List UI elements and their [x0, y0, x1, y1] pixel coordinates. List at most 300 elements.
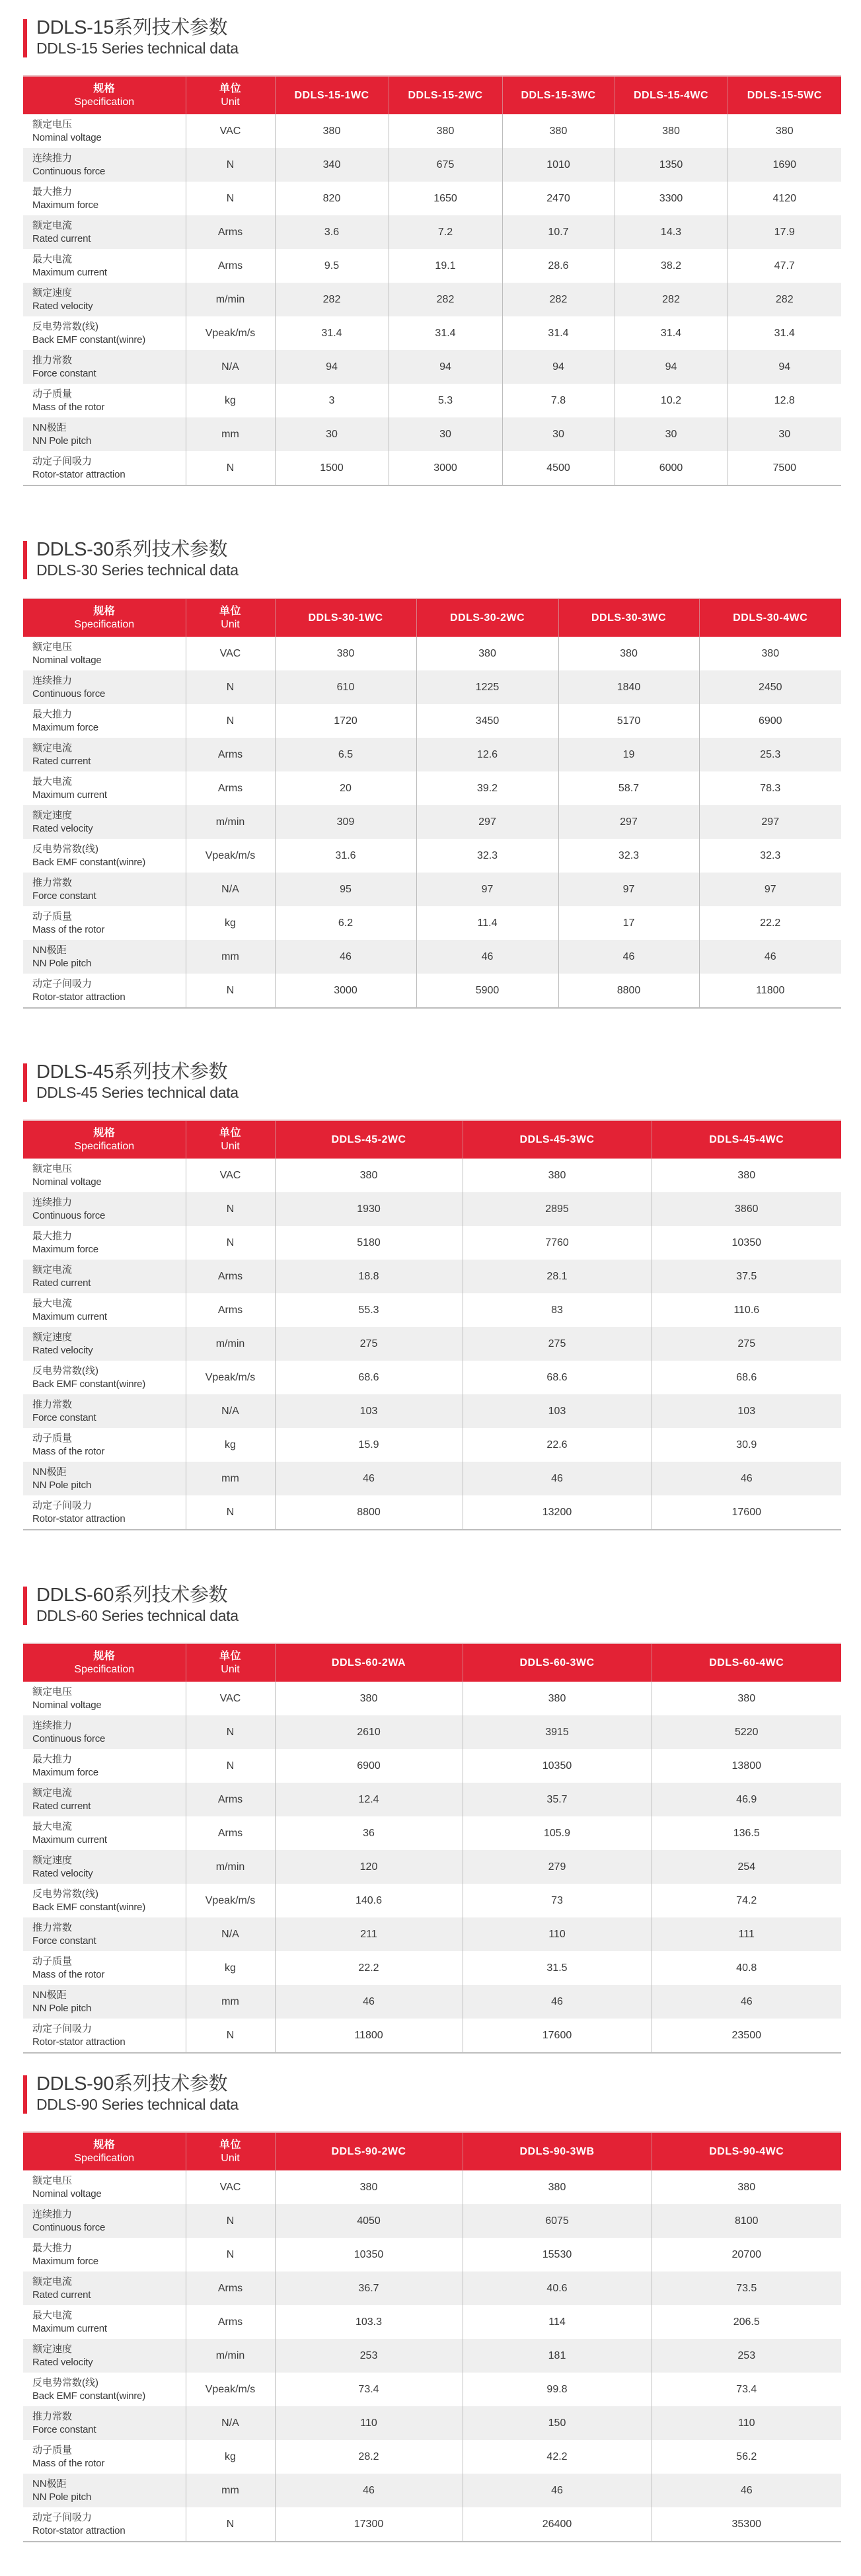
unit-cell: N	[186, 451, 275, 485]
param-cell	[23, 1715, 186, 1749]
param-cell	[23, 974, 186, 1008]
unit-cell: N	[186, 182, 275, 215]
param-name-en: Maximum current	[32, 2322, 107, 2334]
value-cell: 1840	[558, 670, 699, 704]
param-name-cn: 连续推力	[32, 674, 73, 686]
unit-cell: m/min	[186, 1850, 275, 1884]
unit-cell: VAC	[186, 114, 275, 148]
value-cell: 110.6	[652, 1293, 841, 1327]
param-cell	[23, 2305, 186, 2339]
value-cell: 4120	[728, 182, 841, 215]
param-cell	[23, 2204, 186, 2238]
param-cell	[23, 1816, 186, 1850]
value-cell: 110	[652, 2406, 841, 2440]
value-cell: 46	[275, 940, 416, 974]
value-cell: 73.4	[652, 2373, 841, 2406]
spec-section-ddls-45	[23, 1061, 841, 1524]
unit-cell: Arms	[186, 1816, 275, 1850]
param-cell	[23, 1884, 186, 1917]
param-cell	[23, 1159, 186, 1192]
value-cell: 42.2	[463, 2440, 652, 2474]
param-name-cn: 反电势常数(线)	[32, 1365, 98, 1377]
table-header-row	[23, 598, 841, 637]
accent-bar	[23, 541, 27, 579]
table-header-row	[23, 2132, 841, 2170]
value-cell: 11800	[699, 974, 841, 1008]
param-name-en: Rated current	[32, 1277, 91, 1289]
value-cell: 380	[463, 1159, 652, 1192]
unit-cell: Arms	[186, 249, 275, 283]
table-row-rated-velocity	[23, 805, 841, 839]
param-cell	[23, 1260, 186, 1293]
param-cell	[23, 704, 186, 738]
unit-cell: VAC	[186, 2170, 275, 2204]
value-cell: 6.5	[275, 738, 416, 771]
value-cell: 380	[463, 2170, 652, 2204]
table-row-force-constant	[23, 1394, 841, 1428]
value-cell: 10.7	[502, 215, 615, 249]
param-cell	[23, 350, 186, 384]
param-name-cn: 动定子间吸力	[32, 2511, 93, 2523]
value-cell: 5900	[416, 974, 558, 1008]
param-name-en: Rotor-stator attraction	[32, 991, 126, 1003]
param-name-en: Rated velocity	[32, 1867, 93, 1879]
param-name-en: Maximum force	[32, 1243, 98, 1255]
table-row-maximum-current	[23, 1816, 841, 1850]
unit-cell: kg	[186, 906, 275, 940]
param-name-en: Continuous force	[32, 2221, 106, 2233]
table-row-rated-current	[23, 738, 841, 771]
value-cell: 25.3	[699, 738, 841, 771]
header-model-ddls-45-4wc: DDLS-45-4WC	[652, 1120, 841, 1159]
value-cell: 78.3	[699, 771, 841, 805]
unit-cell: N	[186, 1226, 275, 1260]
value-cell: 15530	[463, 2238, 652, 2272]
section-title	[23, 1587, 841, 1625]
param-cell	[23, 1293, 186, 1327]
value-cell: 8800	[275, 1495, 463, 1530]
param-cell	[23, 2019, 186, 2053]
param-name-en: Back EMF constant(winre)	[32, 856, 146, 868]
value-cell: 30.9	[652, 1428, 841, 1462]
param-name-cn: 额定速度	[32, 809, 73, 821]
param-name-en: NN Pole pitch	[32, 1479, 92, 1491]
param-name-cn: 推力常数	[32, 877, 73, 888]
param-cell	[23, 249, 186, 283]
value-cell: 46	[275, 1462, 463, 1495]
value-cell: 211	[275, 1917, 463, 1951]
unit-cell: Arms	[186, 738, 275, 771]
section-title-en: DDLS-90 Series technical data	[36, 2096, 239, 2113]
param-name-cn: 最大推力	[32, 1753, 73, 1765]
param-cell	[23, 114, 186, 148]
param-cell	[23, 771, 186, 805]
param-name-en: Continuous force	[32, 688, 106, 699]
value-cell: 31.4	[502, 316, 615, 350]
value-cell: 2610	[275, 1715, 463, 1749]
value-cell: 46.9	[652, 1783, 841, 1816]
table-row-rated-velocity	[23, 1850, 841, 1884]
param-name-en: Rated current	[32, 755, 91, 767]
unit-cell: Arms	[186, 215, 275, 249]
section-title-cn: DDLS-30系列技术参数	[36, 539, 228, 560]
table-row-nominal-voltage	[23, 637, 841, 670]
param-cell	[23, 1951, 186, 1985]
value-cell: 13200	[463, 1495, 652, 1530]
table-header-row	[23, 76, 841, 114]
unit-cell: mm	[186, 417, 275, 451]
value-cell: 10350	[652, 1226, 841, 1260]
param-cell	[23, 2238, 186, 2272]
value-cell: 6.2	[275, 906, 416, 940]
table-row-force-constant	[23, 873, 841, 906]
value-cell: 3450	[416, 704, 558, 738]
param-name-en: Rotor-stator attraction	[32, 2524, 126, 2536]
value-cell: 282	[275, 283, 389, 316]
value-cell: 83	[463, 1293, 652, 1327]
value-cell: 5.3	[389, 384, 502, 417]
param-name-en: Force constant	[32, 1935, 96, 1947]
value-cell: 38.2	[615, 249, 728, 283]
value-cell: 11.4	[416, 906, 558, 940]
value-cell: 31.4	[728, 316, 841, 350]
param-name-en: Back EMF constant(winre)	[32, 334, 146, 345]
value-cell: 11800	[275, 2019, 463, 2053]
value-cell: 37.5	[652, 1260, 841, 1293]
param-name-cn: 动定子间吸力	[32, 455, 93, 467]
unit-cell: N	[186, 1715, 275, 1749]
value-cell: 380	[275, 1159, 463, 1192]
value-cell: 32.3	[558, 839, 699, 873]
unit-cell: kg	[186, 1428, 275, 1462]
param-name-cn: NN极距	[32, 2478, 67, 2489]
param-cell	[23, 940, 186, 974]
table-row-back-emf-constant-winre-	[23, 1361, 841, 1394]
param-name-cn: 额定速度	[32, 2343, 73, 2355]
value-cell: 46	[463, 1985, 652, 2019]
param-name-en: Rated current	[32, 1800, 91, 1812]
header-unit-en: Unit	[221, 1663, 240, 1675]
section-title	[23, 2075, 841, 2114]
header-unit-cn: 单位	[219, 605, 241, 617]
value-cell: 46	[275, 1985, 463, 2019]
param-name-en: Maximum current	[32, 789, 107, 801]
param-cell	[23, 1428, 186, 1462]
section-title	[23, 541, 841, 579]
value-cell: 3	[275, 384, 389, 417]
table-row-nominal-voltage	[23, 114, 841, 148]
unit-cell: Arms	[186, 771, 275, 805]
value-cell: 97	[558, 873, 699, 906]
value-cell: 39.2	[416, 771, 558, 805]
param-name-en: Nominal voltage	[32, 1699, 102, 1711]
param-cell	[23, 839, 186, 873]
value-cell: 68.6	[275, 1361, 463, 1394]
value-cell: 279	[463, 1850, 652, 1884]
param-cell	[23, 906, 186, 940]
table-row-maximum-current	[23, 2305, 841, 2339]
param-name-en: Maximum force	[32, 1766, 98, 1778]
value-cell: 35.7	[463, 1783, 652, 1816]
value-cell: 99.8	[463, 2373, 652, 2406]
value-cell: 3000	[389, 451, 502, 485]
param-cell	[23, 1394, 186, 1428]
param-name-en: Force constant	[32, 890, 96, 902]
value-cell: 18.8	[275, 1260, 463, 1293]
param-name-cn: 额定电流	[32, 2275, 73, 2287]
value-cell: 12.4	[275, 1783, 463, 1816]
value-cell: 120	[275, 1850, 463, 1884]
param-cell	[23, 316, 186, 350]
header-model-ddls-45-3wc: DDLS-45-3WC	[463, 1120, 652, 1159]
value-cell: 31.4	[615, 316, 728, 350]
param-name-cn: 推力常数	[32, 354, 73, 366]
param-name-cn: 推力常数	[32, 2410, 73, 2422]
param-name-en: Rated current	[32, 233, 91, 244]
value-cell: 35300	[652, 2507, 841, 2542]
param-cell	[23, 1327, 186, 1361]
header-model-ddls-60-3wc: DDLS-60-3WC	[463, 1643, 652, 1682]
header-unit	[186, 1643, 275, 1682]
table-row-rated-velocity	[23, 283, 841, 316]
unit-cell: Arms	[186, 1260, 275, 1293]
value-cell: 28.6	[502, 249, 615, 283]
value-cell: 17600	[463, 2019, 652, 2053]
table-row-nn-pole-pitch	[23, 1462, 841, 1495]
value-cell: 19	[558, 738, 699, 771]
param-cell	[23, 1783, 186, 1816]
param-name-en: Nominal voltage	[32, 131, 102, 143]
param-name-en: Rotor-stator attraction	[32, 1513, 126, 1524]
table-row-continuous-force	[23, 2204, 841, 2238]
param-cell	[23, 283, 186, 316]
param-cell	[23, 2440, 186, 2474]
section-title-cn: DDLS-45系列技术参数	[36, 1061, 228, 1083]
value-cell: 1010	[502, 148, 615, 182]
value-cell: 275	[275, 1327, 463, 1361]
unit-cell: Arms	[186, 2272, 275, 2305]
value-cell: 7.8	[502, 384, 615, 417]
header-unit-en: Unit	[221, 1140, 240, 1152]
unit-cell: mm	[186, 1985, 275, 2019]
param-name-cn: 推力常数	[32, 1398, 73, 1410]
value-cell: 40.8	[652, 1951, 841, 1985]
header-model-ddls-30-1wc: DDLS-30-1WC	[275, 598, 416, 637]
header-model-ddls-30-4wc: DDLS-30-4WC	[699, 598, 841, 637]
table-row-force-constant	[23, 350, 841, 384]
param-name-cn: 最大电流	[32, 253, 73, 265]
value-cell: 31.6	[275, 839, 416, 873]
value-cell: 31.4	[275, 316, 389, 350]
unit-cell: VAC	[186, 1682, 275, 1715]
param-cell	[23, 451, 186, 485]
value-cell: 1350	[615, 148, 728, 182]
value-cell: 380	[615, 114, 728, 148]
value-cell: 12.8	[728, 384, 841, 417]
value-cell: 150	[463, 2406, 652, 2440]
param-cell	[23, 1495, 186, 1530]
table-row-rated-current	[23, 1783, 841, 1816]
value-cell: 380	[389, 114, 502, 148]
param-name-en: Mass of the rotor	[32, 401, 105, 413]
param-name-cn: 最大电流	[32, 775, 73, 787]
table-row-continuous-force	[23, 1715, 841, 1749]
table-row-maximum-force	[23, 1226, 841, 1260]
value-cell: 46	[558, 940, 699, 974]
value-cell: 610	[275, 670, 416, 704]
value-cell: 10350	[463, 1749, 652, 1783]
value-cell: 340	[275, 148, 389, 182]
param-name-en: Force constant	[32, 1412, 96, 1423]
unit-cell: m/min	[186, 1327, 275, 1361]
value-cell: 181	[463, 2339, 652, 2373]
table-row-rated-current	[23, 1260, 841, 1293]
header-specification	[23, 1120, 186, 1159]
table-header-row	[23, 1120, 841, 1159]
section-title-cn: DDLS-60系列技术参数	[36, 1585, 228, 1606]
param-name-cn: 最大推力	[32, 2242, 73, 2254]
table-row-mass-of-the-rotor	[23, 1951, 841, 1985]
unit-cell: kg	[186, 2440, 275, 2474]
table-row-nn-pole-pitch	[23, 1985, 841, 2019]
spec-table	[23, 1120, 841, 1530]
param-name-en: Maximum current	[32, 1834, 107, 1845]
param-cell	[23, 1192, 186, 1226]
table-row-rated-velocity	[23, 1327, 841, 1361]
param-name-cn: 最大电流	[32, 2309, 73, 2321]
value-cell: 103	[652, 1394, 841, 1428]
param-name-en: Nominal voltage	[32, 2188, 102, 2200]
param-cell	[23, 1462, 186, 1495]
value-cell: 3.6	[275, 215, 389, 249]
value-cell: 4050	[275, 2204, 463, 2238]
header-model-ddls-15-5wc: DDLS-15-5WC	[728, 76, 841, 114]
spec-table	[23, 2131, 841, 2542]
value-cell: 380	[275, 637, 416, 670]
value-cell: 95	[275, 873, 416, 906]
header-model-ddls-60-4wc: DDLS-60-4WC	[652, 1643, 841, 1682]
value-cell: 68.6	[652, 1361, 841, 1394]
spec-section-ddls-90	[23, 2073, 841, 2536]
table-row-back-emf-constant-winre-	[23, 839, 841, 873]
value-cell: 7760	[463, 1226, 652, 1260]
unit-cell: N	[186, 1495, 275, 1530]
header-unit-en: Unit	[221, 2152, 240, 2164]
param-name-en: Mass of the rotor	[32, 2457, 105, 2469]
header-unit	[186, 76, 275, 114]
param-name-cn: 最大电流	[32, 1820, 73, 1832]
param-name-cn: 额定电压	[32, 118, 73, 130]
param-name-cn: 额定速度	[32, 287, 73, 299]
param-name-en: NN Pole pitch	[32, 435, 92, 447]
value-cell: 46	[652, 1462, 841, 1495]
value-cell: 4500	[502, 451, 615, 485]
value-cell: 14.3	[615, 215, 728, 249]
table-row-maximum-current	[23, 771, 841, 805]
unit-cell: N/A	[186, 1394, 275, 1428]
param-cell	[23, 2406, 186, 2440]
accent-bar	[23, 1063, 27, 1102]
unit-cell: N/A	[186, 350, 275, 384]
param-name-en: Force constant	[32, 2423, 96, 2435]
param-name-en: Force constant	[32, 367, 96, 379]
table-row-maximum-force	[23, 182, 841, 215]
value-cell: 6900	[699, 704, 841, 738]
value-cell: 30	[389, 417, 502, 451]
param-name-cn: 连续推力	[32, 152, 73, 164]
value-cell: 94	[615, 350, 728, 384]
param-name-en: Back EMF constant(winre)	[32, 2390, 146, 2402]
unit-cell: Arms	[186, 1783, 275, 1816]
value-cell: 17300	[275, 2507, 463, 2542]
value-cell: 309	[275, 805, 416, 839]
unit-cell: Vpeak/m/s	[186, 316, 275, 350]
param-cell	[23, 2474, 186, 2507]
header-spec-en: Specification	[74, 618, 135, 630]
value-cell: 110	[275, 2406, 463, 2440]
section-title-cn: DDLS-90系列技术参数	[36, 2073, 228, 2094]
table-row-mass-of-the-rotor	[23, 2440, 841, 2474]
param-name-cn: 额定电流	[32, 219, 73, 231]
section-title-en: DDLS-45 Series technical data	[36, 1084, 239, 1101]
unit-cell: mm	[186, 1462, 275, 1495]
value-cell: 3860	[652, 1192, 841, 1226]
value-cell: 380	[699, 637, 841, 670]
table-row-maximum-current	[23, 249, 841, 283]
param-cell	[23, 805, 186, 839]
value-cell: 2450	[699, 670, 841, 704]
value-cell: 136.5	[652, 1816, 841, 1850]
value-cell: 105.9	[463, 1816, 652, 1850]
param-name-en: NN Pole pitch	[32, 2491, 92, 2503]
value-cell: 8800	[558, 974, 699, 1008]
unit-cell: N	[186, 2238, 275, 2272]
value-cell: 6075	[463, 2204, 652, 2238]
table-row-rotor-stator-attraction	[23, 1495, 841, 1530]
param-cell	[23, 1850, 186, 1884]
value-cell: 46	[275, 2474, 463, 2507]
param-name-cn: 动子质量	[32, 388, 73, 400]
param-name-en: Mass of the rotor	[32, 923, 105, 935]
value-cell: 5180	[275, 1226, 463, 1260]
param-name-en: Rated velocity	[32, 300, 93, 312]
unit-cell: Vpeak/m/s	[186, 2373, 275, 2406]
spec-section-ddls-30	[23, 539, 841, 1003]
value-cell: 56.2	[652, 2440, 841, 2474]
table-row-nominal-voltage	[23, 1159, 841, 1192]
table-row-rated-current	[23, 215, 841, 249]
value-cell: 1500	[275, 451, 389, 485]
param-cell	[23, 738, 186, 771]
unit-cell: Vpeak/m/s	[186, 839, 275, 873]
header-model-ddls-90-2wc: DDLS-90-2WC	[275, 2132, 463, 2170]
value-cell: 10.2	[615, 384, 728, 417]
param-name-en: NN Pole pitch	[32, 2002, 92, 2014]
value-cell: 22.2	[275, 1951, 463, 1985]
unit-cell: Arms	[186, 2305, 275, 2339]
param-name-cn: NN极距	[32, 1989, 67, 2001]
param-name-cn: 动子质量	[32, 1432, 73, 1444]
value-cell: 6900	[275, 1749, 463, 1783]
param-name-cn: 反电势常数(线)	[32, 2377, 98, 2388]
param-cell	[23, 2170, 186, 2204]
value-cell: 19.1	[389, 249, 502, 283]
unit-cell: Arms	[186, 1293, 275, 1327]
param-name-cn: 额定电压	[32, 1163, 73, 1174]
section-title	[23, 19, 841, 57]
param-name-cn: 连续推力	[32, 2208, 73, 2220]
value-cell: 1720	[275, 704, 416, 738]
